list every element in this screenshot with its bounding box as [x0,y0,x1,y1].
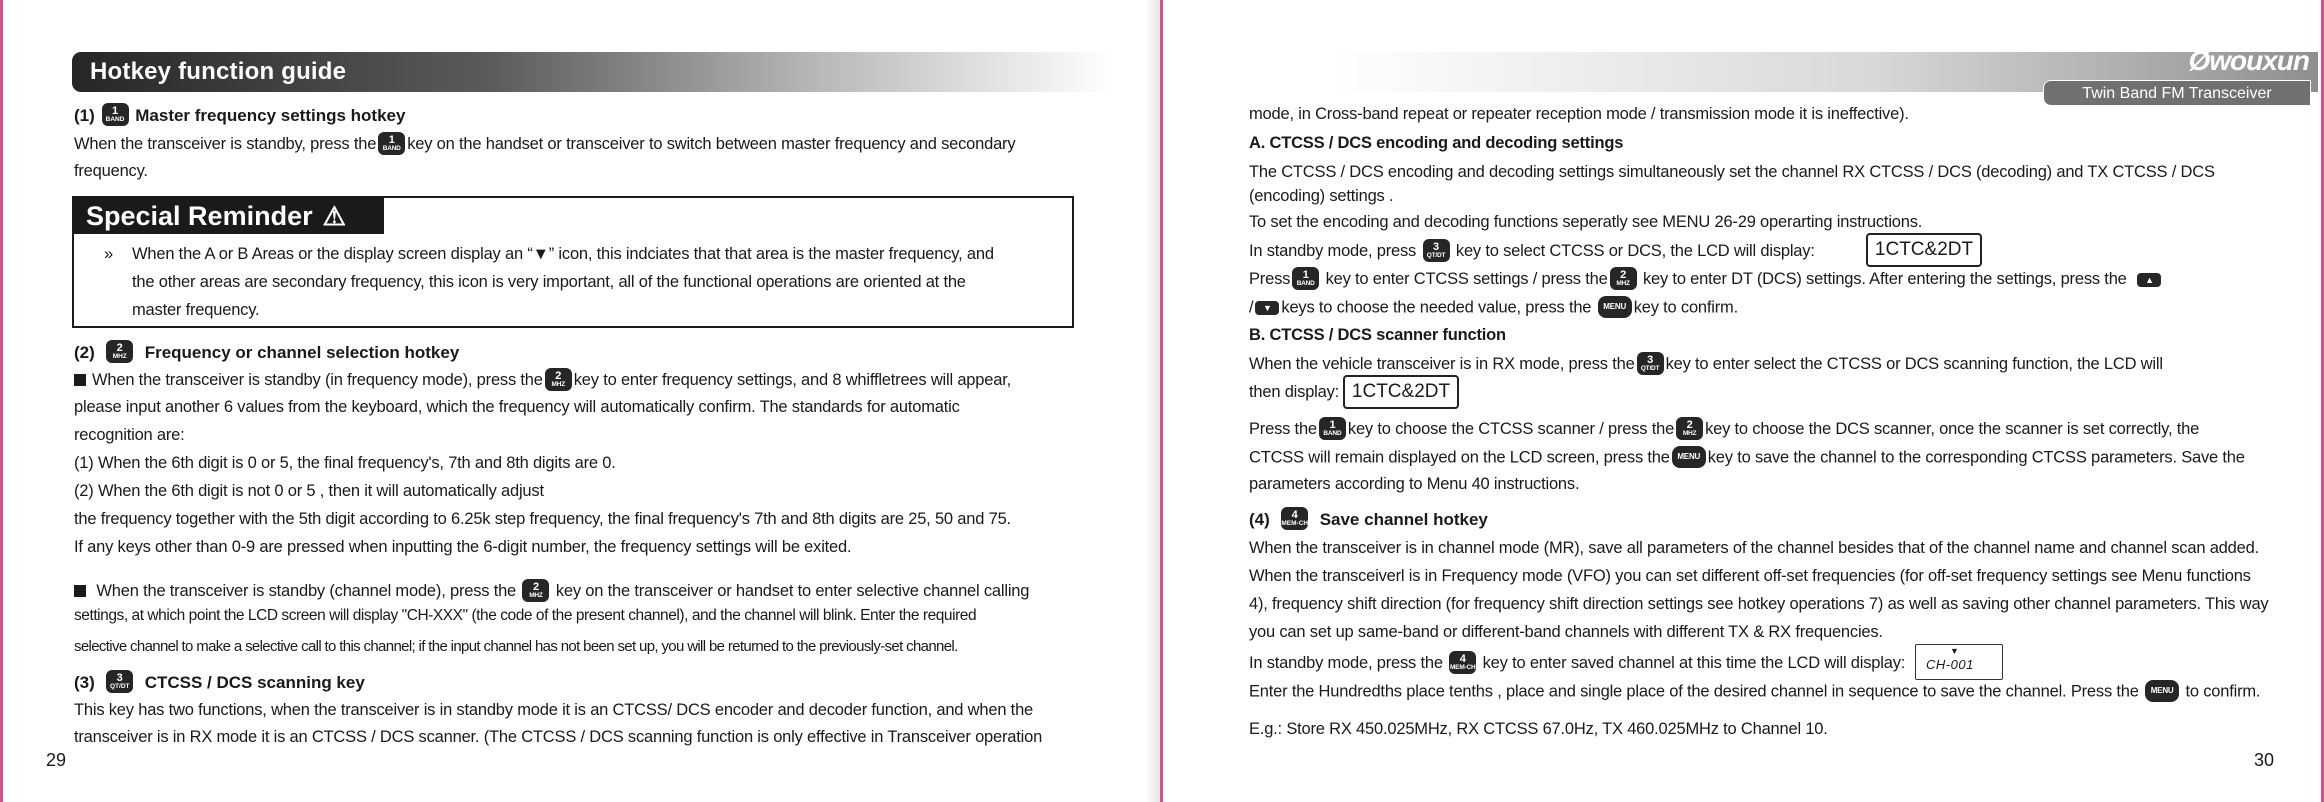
band-key-icon: 1 BAND [378,132,405,155]
text-line: When the transceiver is standby (channel mode), press the 2 MHZ key on the transceiver or handset to enter selective channel calling [74,580,1029,603]
text-line: mode, in Cross-band repeat or repeater reception mode / transmission mode it is ineffective). [1249,105,1909,123]
text-line: CTCSS will remain displayed on the LCD screen, press the MENU key to save the channel to the corresponding CTCSS parameters. Save the [1249,447,2245,469]
lcd-display: 1CTC&2DT [1343,375,1459,409]
page-30 [1163,0,2321,802]
mhz-key-icon: 2 MHZ [545,368,572,391]
page-29 [0,0,1160,802]
text-line: (1) When the 6th digit is 0 or 5, the final frequency's, 7th and 8th digits are 0. [74,454,616,472]
band-key-icon: 1 BAND [1292,267,1319,290]
menu-key-icon: MENU [1672,446,1706,468]
text-line: transceiver is in RX mode it is an CTCSS / DCS scanner. (The CTCSS / DCS scanning function is only effective in Transceiver operation [74,728,1043,746]
qtdt-key-icon: 3 QT/DT [1637,352,1664,375]
section-4-heading: (4) 4 MEM-CH Save channel hotkey [1249,508,1488,529]
reminder-line: When the A or B Areas or the display screen display an “▼” icon, this indciates that that area is the master frequency, and [132,245,994,263]
up-arrow-key-icon: ▲ [2137,273,2161,287]
text-line: Press 1 BAND key to enter CTCSS settings / press the 2 MHZ key to enter DT (DCS) settings. After entering the settings, press the ▲ [1249,268,2163,291]
text-line: When the transceiver is standby (in frequency mode), press the 2 MHZ key to enter frequency settings, and 8 whiffletrees will appear, [74,369,1011,392]
text-line: Enter the Hundredths place tenths , place and single place of the desired channel in sequence to save the channel. Press the MENU to confirm. [1249,681,2260,703]
band-key-icon: 1 BAND [1319,417,1346,440]
brand-logo: Øwouxun [2188,45,2309,76]
page-number: 30 [2254,750,2275,770]
text-line: / ▼ keys to choose the needed value, press the MENU key to confirm. [1249,297,1738,319]
mhz-key-icon: 2 MHZ [106,340,133,363]
text-line: the frequency together with the 5th digit according to 6.25k step frequency, the final frequency's 7th and 8th digits are 25, 50 and 75. [74,510,1011,528]
section-2-heading: (2) 2 MHZ Frequency or channel selection hotkey [74,341,460,362]
lcd-display: 1CTC&2DT [1866,233,1982,267]
text-line: When the transceiver is standby, press the 1 BAND key on the handset or transceiver to switch between master frequency and secondary [74,133,1015,156]
text-line: In standby mode, press the 4 MEM-CH key to enter saved channel at this time the LCD will display: [1249,652,1905,675]
down-arrow-key-icon: ▼ [1255,301,1279,315]
mhz-key-icon: 2 MHZ [1610,267,1637,290]
bullet-square-icon [74,585,86,597]
page-title: Hotkey function guide [90,58,347,85]
section-1-heading [74,104,405,127]
lcd-display-channel [1915,644,2003,680]
text-line: please input another 6 values from the keyboard, which the frequency will automatically confirm. The standards for automatic [74,398,960,416]
text-line: The CTCSS / DCS encoding and decoding settings simultaneously set the channel RX CTCSS / DCS (decoding) and TX CTCSS / DCS [1249,163,2215,181]
product-tagline: Twin Band FM Transceiver [2043,80,2311,106]
text-line: In standby mode, press 3 QT/DT key to select CTCSS or DCS, the LCD will display: [1249,240,1815,263]
text-line: If any keys other than 0-9 are pressed when inputting the 6-digit number, the frequency settings will be exited. [74,538,852,556]
reminder-line: the other areas are secondary frequency, this icon is very important, all of the functional operations are oriented at the [132,273,966,291]
band-key-icon: 1 BAND [102,103,129,126]
text-line: This key has two functions, when the transceiver is in standby mode it is an CTCSS/ DCS encoder and decoder function, and when the [74,701,1034,719]
menu-key-icon: MENU [2145,680,2179,702]
text-line: frequency. [74,162,148,180]
subsection-heading: A. CTCSS / DCS encoding and decoding settings [1249,134,1624,152]
text-line: 4), frequency shift direction (for frequency shift direction settings see hotkey operations 7) as well as saving other channel parameters. This way [1249,595,2269,613]
text-line: Press the 1 BAND key to choose the CTCSS scanner / press the 2 MHZ key to choose the DCS scanner, once the scanner is set correctly, the [1249,418,2199,441]
text-line: When the transceiver is in channel mode (MR), save all parameters of the channel besides that of the channel name and channel scan added. [1249,539,2259,557]
text-line: recognition are: [74,426,185,444]
memch-key-icon: 4 MEM-CH [1449,651,1476,674]
text-line: When the transceiverl is in Frequency mode (VFO) you can set different off-set frequencies (for off-set frequency settings see Menu functions [1249,567,2251,585]
master-indicator-icon: ▼ [1950,646,1959,656]
reminder-title: Special Reminder ⚠ [74,198,384,234]
bullet-icon: » [104,245,113,263]
text-line: settings, at which point the LCD screen will display "CH-XXX" (the code of the present channel), and the channel will blink. Enter the required [74,607,977,624]
section-header-bar [72,52,1112,92]
lcd-channel-text: CH-001 [1926,657,1974,672]
warning-icon: ⚠ [322,201,346,231]
section-3-heading: (3) 3 QT/DT CTCSS / DCS scanning key [74,671,365,692]
text-line: E.g.: Store RX 450.025MHz, RX CTCSS 67.0Hz, TX 460.025MHz to Channel 10. [1249,720,1828,738]
subsection-heading: B. CTCSS / DCS scanner function [1249,326,1506,344]
reminder-line: master frequency. [132,301,260,319]
special-reminder-box [72,196,1074,328]
text-line: parameters according to Menu 40 instructions. [1249,475,1580,493]
bullet-square-icon [74,374,86,386]
text-line: To set the encoding and decoding functions seperatly see MENU 26-29 operarting instructions. [1249,213,1923,231]
text-line: then display: [1249,383,1340,401]
menu-key-icon: MENU [1598,296,1632,318]
master-indicator-icon: ▼ [532,245,549,263]
section-title: Master frequency settings hotkey [135,105,406,125]
text-line: (encoding) settings . [1249,187,1394,205]
text-line: When the vehicle transceiver is in RX mode, press the 3 QT/DT key to enter select the CTCSS or DCS scanning function, the LCD will [1249,353,2163,376]
text-line: you can set up same-band or different-band channels with different TX & RX frequencies. [1249,623,1883,641]
qtdt-key-icon: 3 QT/DT [1423,239,1450,262]
text-line: selective channel to make a selective call to this channel; if the input channel has not been set up, you will be returned to the previously-set channel. [74,638,958,655]
mhz-key-icon: 2 MHZ [1676,417,1703,440]
mhz-key-icon: 2 MHZ [522,579,549,602]
qtdt-key-icon: 3 QT/DT [106,670,133,693]
section-number: (1) [74,105,95,125]
memch-key-icon: 4 MEM-CH [1281,507,1308,530]
page-number: 29 [46,750,67,770]
text-line: (2) When the 6th digit is not 0 or 5 , then it will automatically adjust [74,482,544,500]
